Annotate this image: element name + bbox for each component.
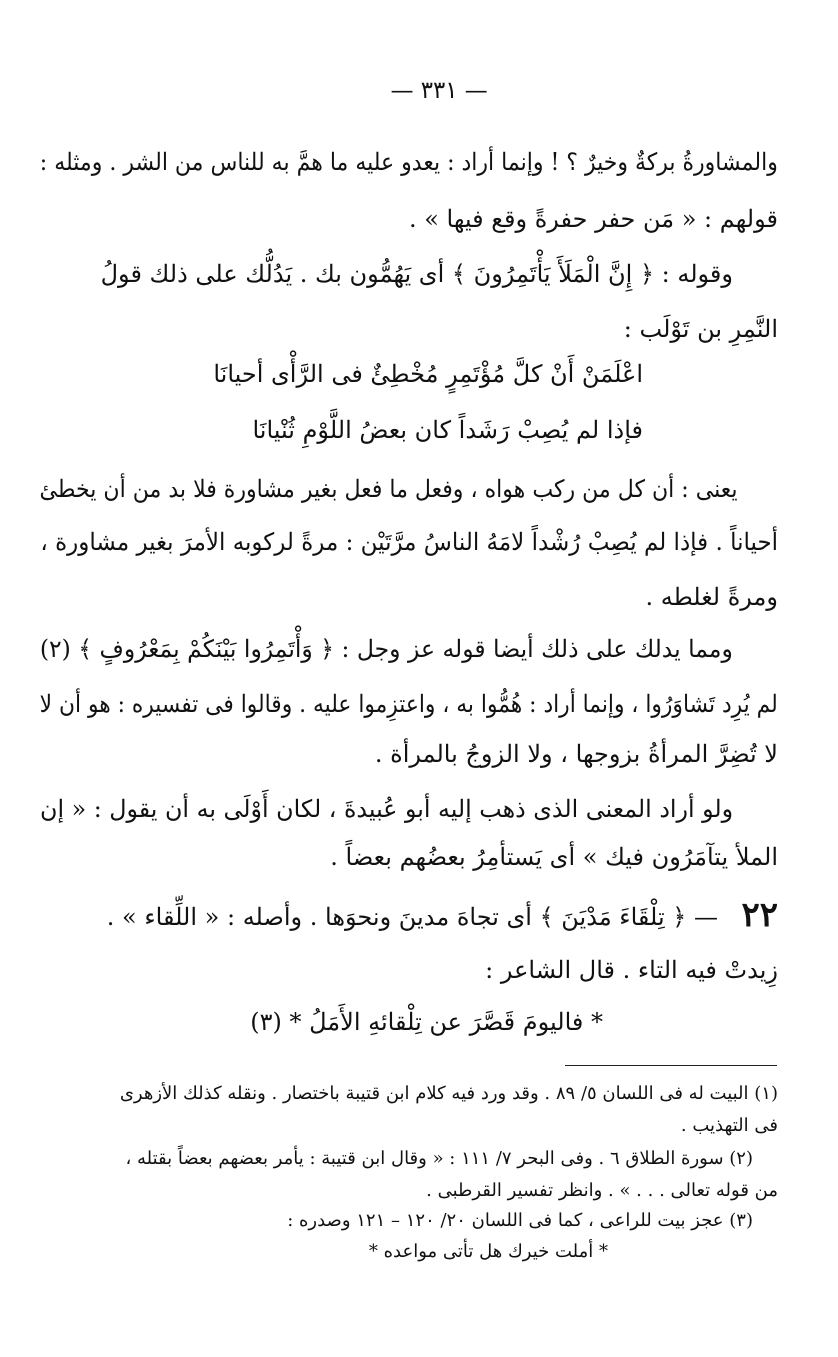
entry-number: ٢٢ xyxy=(741,895,778,935)
body-line: والمشاورةُ بركةٌ وخيرٌ ؟ ! وإنما أراد : يعدو عليه ما همَّ به للناس من الشر . ومثله : xyxy=(39,148,778,176)
footnote-line: * أملت خيرك هل تأتى مواعده * xyxy=(368,1241,608,1262)
body-line: ولو أراد المعنى الذى ذهب إليه أبو عُبيدةَ ، لكان أَوْلَى به أن يقول : « إن xyxy=(39,795,733,823)
body-line: وقوله : ﴿ إِنَّ الْمَلَأَ يَأْتَمِرُونَ ﴾ أى يَهُمُّون بك . يَدُلُّك على ذلك قولُ xyxy=(100,260,733,288)
body-line: أحياناً . فإذا لم يُصِبْ رُشْداً لامَهُ الناسُ مرَّتَيْن : مرةً لركوبه الأمرَ بغير مشاورة ، xyxy=(40,528,778,556)
body-line: الملأ يتآمَرُون فيك » أى يَستأمِرُ بعضُهم بعضاً . xyxy=(330,843,778,871)
body-line: قولهم : « مَن حفر حفرةً وقع فيها » . xyxy=(408,205,778,233)
footnote-divider xyxy=(565,1065,777,1066)
body-line: يعنى : أن كل من ركب هواه ، وفعل ما فعل بغير مشاورة فلا بد من أن يخطئ xyxy=(39,475,738,503)
body-line: ومما يدلك على ذلك أيضا قوله عز وجل : ﴿ وَأْتَمِرُوا بَيْنَكُمْ بِمَعْرُوفٍ ﴾ (٢) xyxy=(40,635,734,663)
poem-verse: فإذا لم يُصِبْ رَشَداً كان بعضُ اللَّوْمِ ثُنْيانَا xyxy=(252,416,643,444)
footnote-line: من قوله تعالى . . . » . وانظر تفسير القرطبى . xyxy=(426,1180,778,1201)
page-number: — ٣٣١ — xyxy=(390,76,488,104)
body-line: لا تُضِرَّ المرأةُ بزوجها ، ولا الزوجُ بالمرأة . xyxy=(374,740,778,768)
footnote-line: (١) البيت له فى اللسان ٥/ ٨٩ . وقد ورد فيه كلام ابن قتيبة باختصار . ونقله كذلك الأزهرى xyxy=(119,1083,778,1104)
poem-verse: * فاليومَ قَصَّرَ عن تِلْقائهِ الأَمَلُ * (٣) xyxy=(250,1008,603,1036)
footnote-line: فى التهذيب . xyxy=(680,1115,778,1136)
body-line: النَّمِرِ بن تَوْلَب : xyxy=(623,315,778,343)
body-line: لم يُرِد تَشاوَرُوا ، وإنما أراد : هُمُّوا به ، واعتزِموا عليه . وقالوا فى تفسيره : هو أن لا xyxy=(39,690,778,718)
body-line: — ﴿ تِلْقَاءَ مَدْيَنَ ﴾ أى تجاهَ مدينَ ونحوَها . وأصله : « اللِّقاء » . xyxy=(106,903,718,931)
footnote-line: (٢) سورة الطلاق ٦ . وفى البحر ٧/ ١١١ : « وقال ابن قتيبة : يأمر بعضهم بعضاً بقتله ، xyxy=(125,1148,753,1169)
body-line: ومرةً لغلطه . xyxy=(645,583,778,611)
body-line: زِيدتْ فيه التاء . قال الشاعر : xyxy=(485,956,778,984)
footnote-line: (٣) عجز بيت للراعى ، كما فى اللسان ٢٠/ ١٢٠ – ١٢١ وصدره : xyxy=(287,1210,753,1231)
poem-verse: اعْلَمَنْ أَنْ كلَّ مُؤْتَمِرٍ مُخْطِئٌ فى الرَّأْى أحيانَا xyxy=(213,360,643,388)
